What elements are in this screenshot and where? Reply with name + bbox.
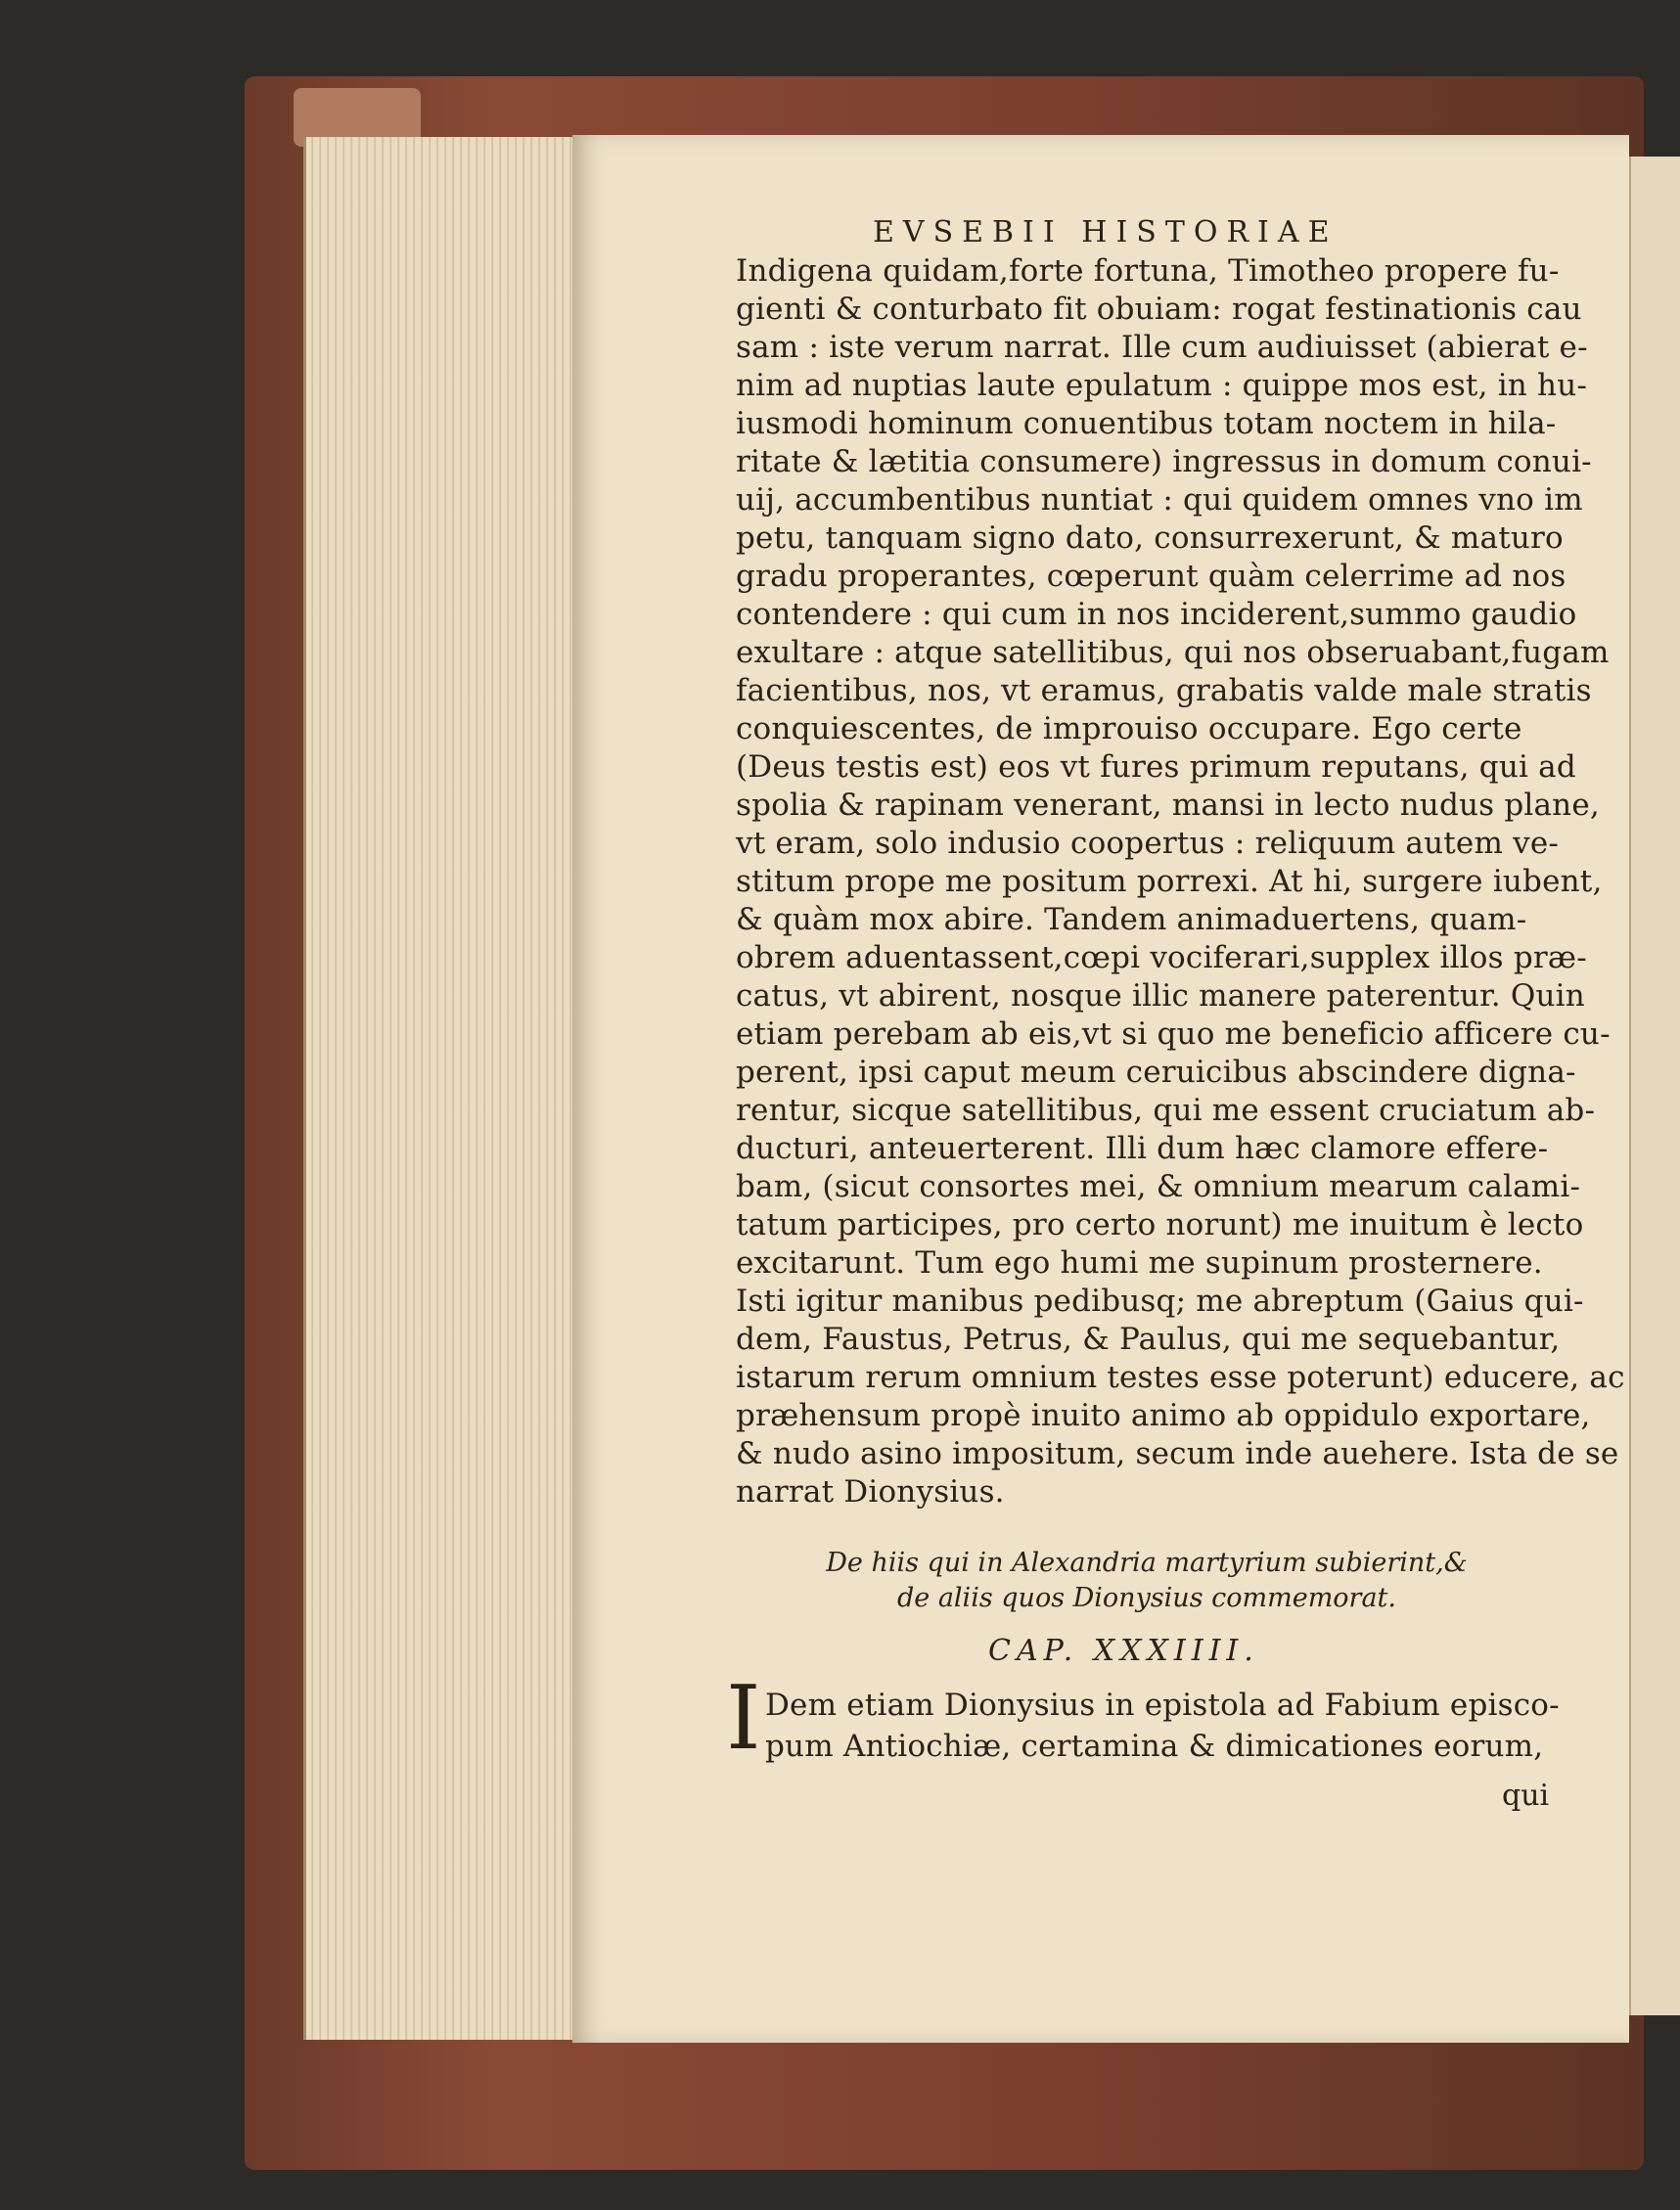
text-line: contendere : qui cum in nos inciderent,summo gaudio — [736, 597, 1577, 632]
catchword: qui — [1502, 1779, 1550, 1813]
text-line: perent, ipsi caput meum ceruicibus abscindere digna- — [736, 1055, 1576, 1090]
chapter-number: CAP. XXXIIII. — [988, 1634, 1259, 1668]
text-line: uij, accumbentibus nuntiat : qui quidem omnes vno im — [736, 482, 1583, 518]
text-line: & nudo asino impositum, secum inde auehere. Ista de se — [736, 1436, 1619, 1471]
text-line: exultare : atque satellitibus, qui nos obseruabant,fugam — [736, 635, 1610, 670]
text-line: Indigena quidam,forte fortuna, Timotheo propere fu- — [736, 253, 1560, 289]
page-edges — [303, 137, 580, 2040]
text-line: iusmodi hominum conuentibus totam noctem in hila- — [736, 406, 1557, 441]
text-line: sam : iste verum narrat. Ille cum audiuisset (abierat e- — [736, 330, 1588, 365]
text-line: Isti igitur manibus pedibusq; me abreptum (Gaius qui- — [736, 1284, 1584, 1319]
text-line: facientibus, nos, vt eramus, grabatis valde male stratis — [736, 673, 1592, 708]
text-line: gradu properantes, cœperunt quàm celerrime ad nos — [736, 559, 1566, 594]
text-line: stitum prope me positum porrexi. At hi, surgere iubent, — [736, 864, 1603, 899]
text-line: ritate & lætitia consumere) ingressus in domum conui- — [736, 444, 1592, 479]
text-line: bam, (sicut consortes mei, & omnium mearum calami- — [736, 1169, 1581, 1204]
text-line: obrem aduentassent,cœpi vociferari,supplex illos præ- — [736, 940, 1587, 975]
text-line: Dem etiam Dionysius in epistola ad Fabium episco- — [765, 1688, 1560, 1723]
text-line: istarum rerum omnium testes esse poterunt) educere, ac — [736, 1360, 1625, 1395]
text-line: petu, tanquam signo dato, consurrexerunt, & maturo — [736, 520, 1564, 556]
text-line: narrat Dionysius. — [736, 1474, 1005, 1510]
text-line: nim ad nuptias laute epulatum : quippe mos est, in hu- — [736, 368, 1588, 403]
text-line: conquiescentes, de improuiso occupare. Ego certe — [736, 711, 1522, 746]
chapter-heading: De hiis qui in Alexandria martyrium subierint,& de aliis quos Dionysius commemorat. — [826, 1548, 1468, 1613]
text-line: spolia & rapinam venerant, mansi in lecto nudus plane, — [736, 788, 1600, 823]
drop-cap: I — [726, 1667, 761, 1770]
text-line: gienti & conturbato fit obuiam: rogat festinationis cau — [736, 292, 1582, 327]
text-line: pum Antiochiæ, certamina & dimicationes eorum, — [765, 1729, 1544, 1764]
text-line: rentur, sicque satellitibus, qui me essent cruciatum ab- — [736, 1093, 1596, 1128]
text-line: ducturi, anteuerterent. Illi dum hæc clamore effere- — [736, 1131, 1549, 1166]
text-line: excitarunt. Tum ego humi me supinum prosternere. — [736, 1245, 1543, 1281]
chapter-paragraph — [765, 1685, 1560, 1767]
text-line: (Deus testis est) eos vt fures primum reputans, qui ad — [736, 749, 1576, 785]
text-line: etiam perebam ab eis,vt si quo me beneficio afficere cu- — [736, 1016, 1611, 1052]
text-line: catus, vt abirent, nosque illic manere paterentur. Quin — [736, 978, 1585, 1014]
facing-page-edge — [1629, 157, 1680, 2015]
text-line: vt eram, solo indusio coopertus : reliquum autem ve- — [736, 826, 1560, 861]
text-line: tatum participes, pro certo norunt) me inuitum è lecto — [736, 1207, 1584, 1242]
text-line: & quàm mox abire. Tandem animaduertens, quam- — [736, 902, 1527, 937]
body-text — [736, 252, 1625, 1511]
text-line: dem, Faustus, Petrus, & Paulus, qui me sequebantur, — [736, 1322, 1561, 1357]
running-header: EVSEBII HISTORIAE — [873, 215, 1339, 249]
text-line: præhensum propè inuito animo ab oppidulo exportare, — [736, 1398, 1591, 1433]
